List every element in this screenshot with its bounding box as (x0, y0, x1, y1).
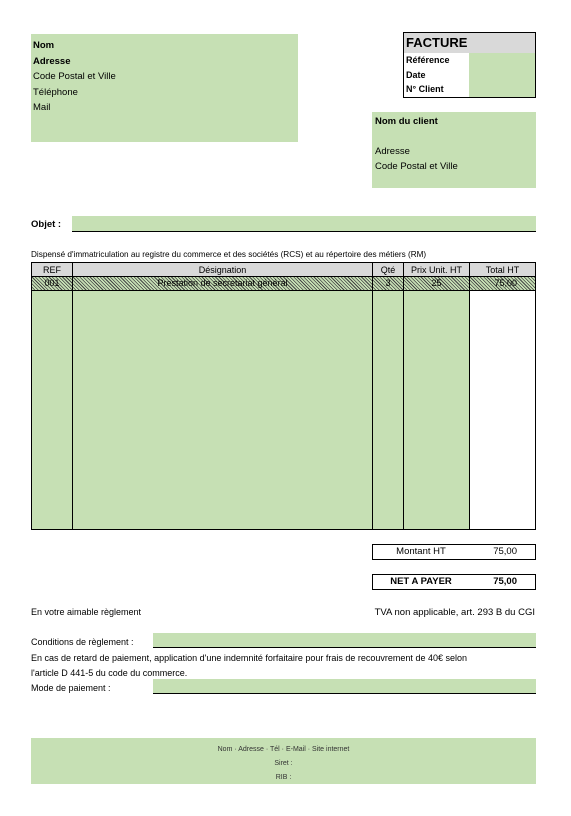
designation-column[interactable] (73, 263, 373, 529)
mode-paiement-label: Mode de paiement : (31, 683, 111, 693)
header-ref: REF (32, 263, 73, 277)
header-designation: Désignation (73, 263, 373, 277)
sender-block (31, 34, 298, 142)
prix-column[interactable] (404, 263, 470, 529)
mode-paiement-field[interactable] (153, 679, 536, 694)
montant-ht-label: Montant HT (396, 546, 446, 557)
header-qte: Qté (373, 263, 404, 277)
invoice-title-filler (469, 33, 535, 53)
invoice-header-box (403, 32, 536, 98)
sender-name[interactable]: Nom (33, 40, 55, 51)
date-field[interactable] (469, 68, 535, 83)
reference-field[interactable] (469, 53, 535, 68)
client-spacer (375, 129, 533, 144)
client-address[interactable]: Adresse (375, 146, 410, 157)
row-total: 75,00 (470, 277, 535, 291)
sender-postal[interactable]: Code Postal et Ville (33, 71, 116, 82)
objet-field[interactable] (72, 216, 536, 232)
row-prix[interactable]: 25 (404, 277, 470, 291)
footer (31, 738, 536, 784)
tva-text: TVA non applicable, art. 293 B du CGI (374, 607, 535, 618)
client-postal[interactable]: Code Postal et Ville (375, 161, 458, 172)
client-no-field[interactable] (469, 82, 535, 97)
ref-column[interactable] (32, 263, 73, 529)
footer-rib: RIB : (275, 774, 292, 781)
total-column (470, 263, 535, 529)
retard-line-1: En cas de retard de paiement, application d'une indemnité forfaitaire pour frais de recouvrement de 40€ selon (31, 653, 467, 663)
reference-label: Référence (406, 55, 450, 65)
dispense-notice: Dispensé d'immatriculation au registre du commerce et des sociétés (RCS) et au répertoire des métiers (RM) (31, 250, 427, 259)
row-ref[interactable]: 001 (32, 277, 73, 291)
net-a-payer-box (372, 574, 536, 590)
invoice-table (31, 262, 536, 530)
conditions-field[interactable] (153, 633, 536, 648)
client-no-label: N° Client (406, 84, 444, 94)
footer-siret: Siret : (274, 760, 293, 767)
reglement-text: En votre aimable règlement (31, 607, 142, 617)
conditions-label: Conditions de règlement : (31, 637, 134, 647)
footer-contact: Nom · Adresse · Tél · E-Mail · Site internet (217, 746, 350, 753)
client-name[interactable]: Nom du client (375, 116, 438, 127)
qte-column[interactable] (373, 263, 404, 529)
retard-line-2: l'article D 441-5 du code du commerce. (31, 668, 188, 678)
invoice-title: FACTURE (404, 33, 469, 53)
montant-ht-value: 75,00 (493, 546, 517, 557)
sender-phone[interactable]: Téléphone (33, 86, 78, 98)
net-a-payer-label: NET A PAYER (390, 576, 452, 587)
row-designation[interactable]: Prestation de secretariat général (73, 277, 373, 291)
sender-address[interactable]: Adresse (33, 55, 71, 67)
client-block (372, 112, 536, 188)
sender-mail[interactable]: Mail (33, 102, 51, 113)
montant-ht-box (372, 544, 536, 560)
net-a-payer-value: 75,00 (493, 576, 517, 587)
row-qte[interactable]: 3 (373, 277, 404, 291)
header-total: Total HT (470, 263, 535, 277)
objet-label: Objet : (31, 219, 62, 230)
header-prix: Prix Unit. HT (404, 263, 470, 277)
date-label: Date (406, 69, 426, 80)
